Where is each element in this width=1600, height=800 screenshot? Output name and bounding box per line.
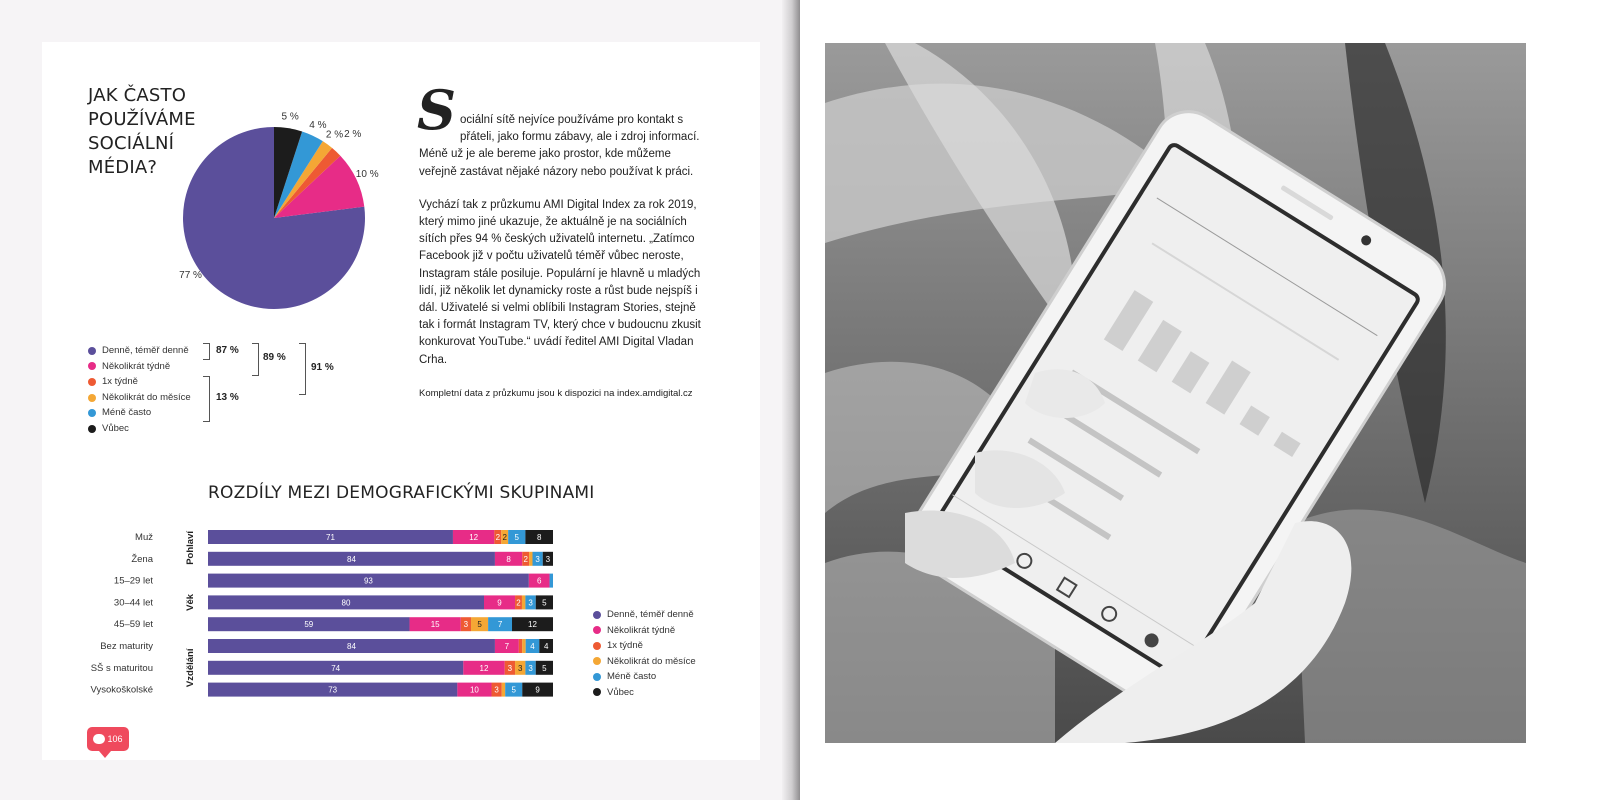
pie-legend-label: Méně často [102, 407, 152, 419]
bar-legend-swatch [593, 626, 601, 634]
bar-segment [519, 639, 522, 653]
pie-legend [88, 343, 191, 437]
bar-value-label: 9 [497, 598, 502, 608]
pie-legend-item [88, 421, 191, 437]
bar-legend-swatch [593, 673, 601, 681]
bar-value-label: 3 [463, 620, 469, 630]
bar-value-label: 84 [347, 554, 356, 564]
bar-value-label: 7 [497, 620, 503, 630]
bar-value-label: 2 [495, 533, 501, 542]
bar-value-label: 71 [326, 533, 335, 542]
bar-value-label: 12 [528, 620, 537, 630]
pie-legend-item [88, 359, 191, 375]
bar-value-label: 59 [304, 620, 314, 630]
pie-chart [170, 110, 400, 330]
bar-value-label: 3 [535, 554, 540, 564]
bar-row-label: Vysokoškolské [90, 684, 153, 696]
bar-legend-swatch [593, 657, 601, 665]
comment-bubble-icon [93, 734, 105, 744]
pie-legend-label: Vůbec [102, 422, 129, 434]
bar-legend-item [593, 685, 696, 701]
bar-value-label: 5 [542, 663, 547, 673]
pie-legend-swatch [88, 378, 96, 386]
pie-value-label: 5 % [281, 111, 299, 123]
bar-legend-label: Několikrát do měsíce [607, 655, 696, 667]
bar-segment [522, 595, 525, 609]
bar-value-label: 6 [536, 576, 542, 586]
photo-hand-holding-phone [825, 43, 1526, 743]
bar-segment [529, 552, 532, 566]
pie-value-label: 10 % [355, 169, 379, 181]
bar-legend-swatch [593, 688, 601, 696]
bar-legend-item [593, 607, 696, 623]
bar-legend-label: Denně, téměř denně [607, 609, 694, 620]
pie-value-label: 2 % [325, 129, 344, 141]
bar-group-label: Věk [185, 593, 196, 611]
bracket-13-label: 13 % [216, 392, 239, 403]
bar-segment [502, 683, 505, 697]
bar-row-label: Bez maturity [100, 641, 153, 652]
bar-value-label: 15 [430, 620, 440, 630]
bar-value-label: 12 [469, 533, 479, 542]
article-paragraph-2: Vychází tak z průzkumu AMI Digital Index za rok 2019, který mimo jiné ukazuje, že aktuálně je na sociálních sítích přes 94 % českých uživatelů internetu. „Zatímco Facebook již v počtu uživatelů téměř vůbec neroste, Instagram stále posiluje. Populární je hlavně u mladých lidí, již několik let dynamicky roste a růst bude nejspíš i dál. Uživatelé si velmi oblíbili Instagram Stories, stejně tak i formát Instagram TV, který chce v budoucnu zkusit konkurovat YouTube.“ uvádí ředitel AMI Digital Vladan Crha. [419, 198, 701, 366]
page-number: 106 [107, 734, 123, 744]
pie-legend-swatch [88, 362, 96, 370]
bracket-89 [252, 343, 259, 376]
drop-cap: S [417, 78, 456, 142]
bar-group-label: Vzdělání [185, 648, 196, 688]
bar-value-label: 73 [328, 685, 338, 695]
bar-value-label: 84 [347, 642, 356, 651]
bar-value-label: 4 [543, 642, 549, 651]
pie-value-label: 77 % [179, 269, 202, 281]
pie-legend-label: Denně, téměř denně [102, 345, 189, 356]
bracket-89-label: 89 % [263, 352, 286, 363]
bar-value-label: 7 [504, 642, 510, 651]
bar-group-label: Pohlaví [185, 531, 196, 565]
bracket-91 [299, 343, 306, 395]
bar-row-label: 45–59 let [113, 619, 153, 631]
bracket-87 [203, 343, 210, 360]
bar-legend-item [593, 654, 696, 670]
page-number-badge [87, 727, 129, 761]
bar-value-label: 5 [542, 598, 547, 608]
pie-chart-title: JAK ČASTO POUŽÍVÁME SOCIÁLNÍ MÉDIA? [88, 85, 196, 178]
pie-legend-label: Několikrát do měsíce [102, 391, 191, 403]
pie-legend-item [88, 374, 191, 390]
pie-legend-item [88, 343, 191, 359]
bar-value-label: 8 [506, 554, 511, 564]
bar-value-label: 3 [545, 554, 551, 564]
stacked-bar-chart [80, 525, 570, 705]
pie-legend-swatch [88, 394, 96, 402]
bar-legend-item [593, 623, 696, 639]
bar-value-label: 10 [469, 685, 479, 695]
bar-legend-item [593, 638, 696, 654]
bar-row-label: Muž [135, 532, 153, 543]
bar-row-label: Žena [131, 553, 153, 565]
bar-value-label: 2 [502, 533, 507, 542]
bar-value-label: 93 [363, 576, 373, 586]
bar-row-label: SŠ s maturitou [90, 662, 153, 674]
pie-value-label: 2 % [344, 129, 362, 141]
bar-value-label: 2 [516, 598, 521, 608]
bar-legend [593, 607, 696, 700]
bar-legend-label: Vůbec [607, 686, 634, 698]
bar-value-label: 3 [528, 663, 533, 673]
badge-tail [99, 751, 111, 758]
bar-value-label: 4 [530, 642, 535, 651]
bracket-13 [203, 376, 210, 422]
photo-illustration [825, 43, 1526, 743]
bar-value-label: 80 [341, 598, 351, 608]
pie-legend-label: Několikrát týdně [102, 360, 171, 372]
bar-legend-label: Méně často [607, 671, 657, 682]
bar-value-label: 3 [494, 685, 499, 695]
bracket-87-label: 87 % [216, 345, 239, 356]
badge-body [87, 727, 129, 751]
pie-legend-swatch [88, 425, 96, 433]
pie-legend-swatch [88, 347, 96, 355]
bar-value-label: 5 [477, 620, 482, 630]
bracket-91-label: 91 % [311, 362, 334, 373]
bar-value-label: 74 [331, 663, 341, 673]
pie-legend-item [88, 405, 191, 421]
bar-row-label: 30–44 let [113, 597, 153, 609]
bar-chart-title: ROZDÍLY MEZI DEMOGRAFICKÝMI SKUPINAMI [208, 483, 595, 503]
book-spine [782, 0, 800, 800]
bar-value-label: 2 [523, 554, 528, 564]
pie-legend-item [88, 390, 191, 406]
bar-legend-swatch [593, 642, 601, 650]
bar-value-label: 3 [528, 598, 533, 608]
bar-value-label: 5 [511, 685, 516, 695]
bar-legend-label: Několikrát týdně [607, 624, 676, 636]
pie-legend-swatch [88, 409, 96, 417]
bar-segment [522, 639, 525, 653]
bar-legend-item [593, 669, 696, 685]
bar-value-label: 12 [479, 663, 489, 673]
bar-legend-swatch [593, 611, 601, 619]
pie-legend-label: 1x týdně [102, 376, 138, 388]
article-text [417, 78, 705, 418]
article-source-note: Kompletní data z průzkumu jsou k dispozici na index.amdigital.cz [419, 387, 693, 399]
bar-legend-label: 1x týdně [607, 640, 643, 651]
bar-value-label: 8 [536, 533, 542, 542]
bar-value-label: 5 [514, 533, 520, 542]
bar-segment [550, 574, 553, 588]
bar-value-label: 9 [535, 685, 540, 695]
bar-value-label: 3 [507, 663, 513, 673]
pie-value-label: 4 % [309, 119, 327, 131]
article-paragraph-1: ociální sítě nejvíce používáme pro kontakt s přáteli, jako formu zábavy, ale i zdroj informací. Méně už je ale bereme jako prostor, kde můžeme veřejně zastávat nějaké názory nebo používat k práci. [419, 114, 700, 178]
bar-row-label: 15–29 let [113, 575, 153, 587]
bar-value-label: 3 [517, 663, 523, 673]
